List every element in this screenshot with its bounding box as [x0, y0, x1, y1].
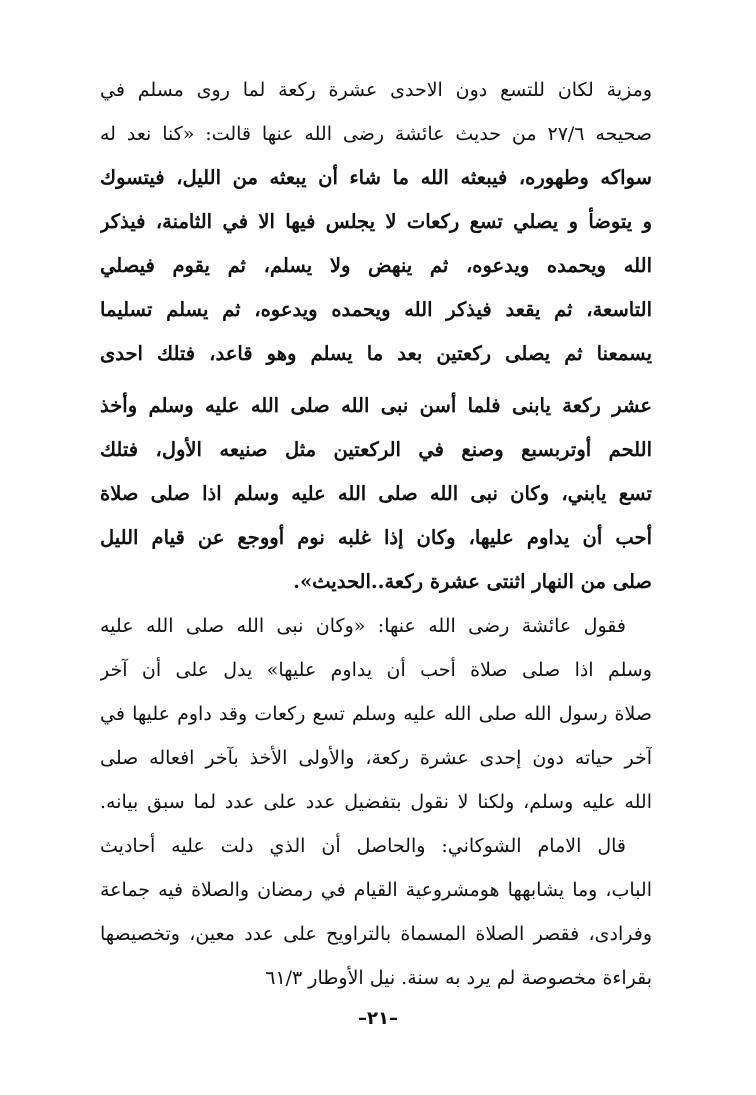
text-line-14: وسلم اذا صلى صلاة أحب أن يداوم عليها» يدل على أن آخر — [100, 659, 652, 681]
body-text — [100, 68, 652, 1000]
text-line-19: الباب، وما يشابهها هومشروعية القيام في رمضان والصلاة فيه جماعة — [100, 879, 652, 901]
text-line-9: اللحم أوتربسبع وصنع في الركعتين مثل صنيعه الأول، فتلك — [100, 438, 652, 461]
text-line-13: فقول عائشة رضى الله عنها: «وكان نبى الله صلى الله عليه — [100, 615, 626, 637]
spacer — [100, 376, 652, 384]
page-number: –٢١– — [358, 1008, 398, 1029]
text-line-15: صلاة رسول الله صلى الله عليه وسلم تسع ركعات وقد داوم عليها في — [100, 703, 652, 725]
text-line-8: عشر ركعة يابنى فلما أسن نبى الله صلى الله عليه وسلم وأخذ — [100, 394, 652, 417]
text-line-4: و يتوضأ و يصلي تسع ركعات لا يجلس فيها الا في الثامنة، فيذكر — [100, 210, 652, 233]
text-line-6: التاسعة، ثم يقعد فيذكر الله ويحمده ويدعوه، ثم يسلم تسليما — [100, 298, 652, 321]
text-line-16: آخر حياته دون إحدى عشرة ركعة، والأولى الأخذ بآخر افعاله صلى — [100, 747, 652, 769]
text-line-17: الله عليه وسلم، ولكنا لا نقول بتفضيل عدد على عدد لما سبق بيانه. — [100, 791, 652, 813]
text-line-12: صلى من النهار اثنتى عشرة ركعة..الحديث». — [293, 570, 652, 593]
text-line-2: صحيحه ٢٧/٦ من حديث عائشة رضى الله عنها قالت: «كنا نعد له — [100, 123, 652, 145]
text-line-5: الله ويحمده ويدعوه، ثم ينهض ولا يسلم، ثم يقوم فيصلي — [100, 254, 652, 277]
text-line-20: وفرادى، فقصر الصلاة المسماة بالتراويح على عدد معين، وتخصيصها — [100, 923, 652, 945]
text-line-10: تسع يابني، وكان نبى الله صلى الله عليه وسلم اذا صلى صلاة — [100, 482, 652, 505]
text-line-11: أحب أن يداوم عليها، وكان إذا غلبه نوم أووجع عن قيام الليل — [100, 526, 652, 549]
text-line-7: يسمعنا ثم يصلى ركعتين بعد ما يسلم وهو قاعد، فتلك احدى — [100, 342, 652, 365]
text-line-3: سواكه وطهوره، فيبعثه الله ما شاء أن يبعثه من الليل، فيتسوك — [100, 166, 652, 189]
text-line-21: بقراءة مخصوصة لم يرد به سنة. نيل الأوطار ٦١/٣ — [265, 967, 652, 989]
text-line-1: ومزية لكان للتسع دون الاحدى عشرة ركعة لما روى مسلم في — [100, 79, 652, 101]
text-line-18: قال الامام الشوكاني: والحاصل أن الذي دلت عليه أحاديث — [100, 835, 626, 857]
